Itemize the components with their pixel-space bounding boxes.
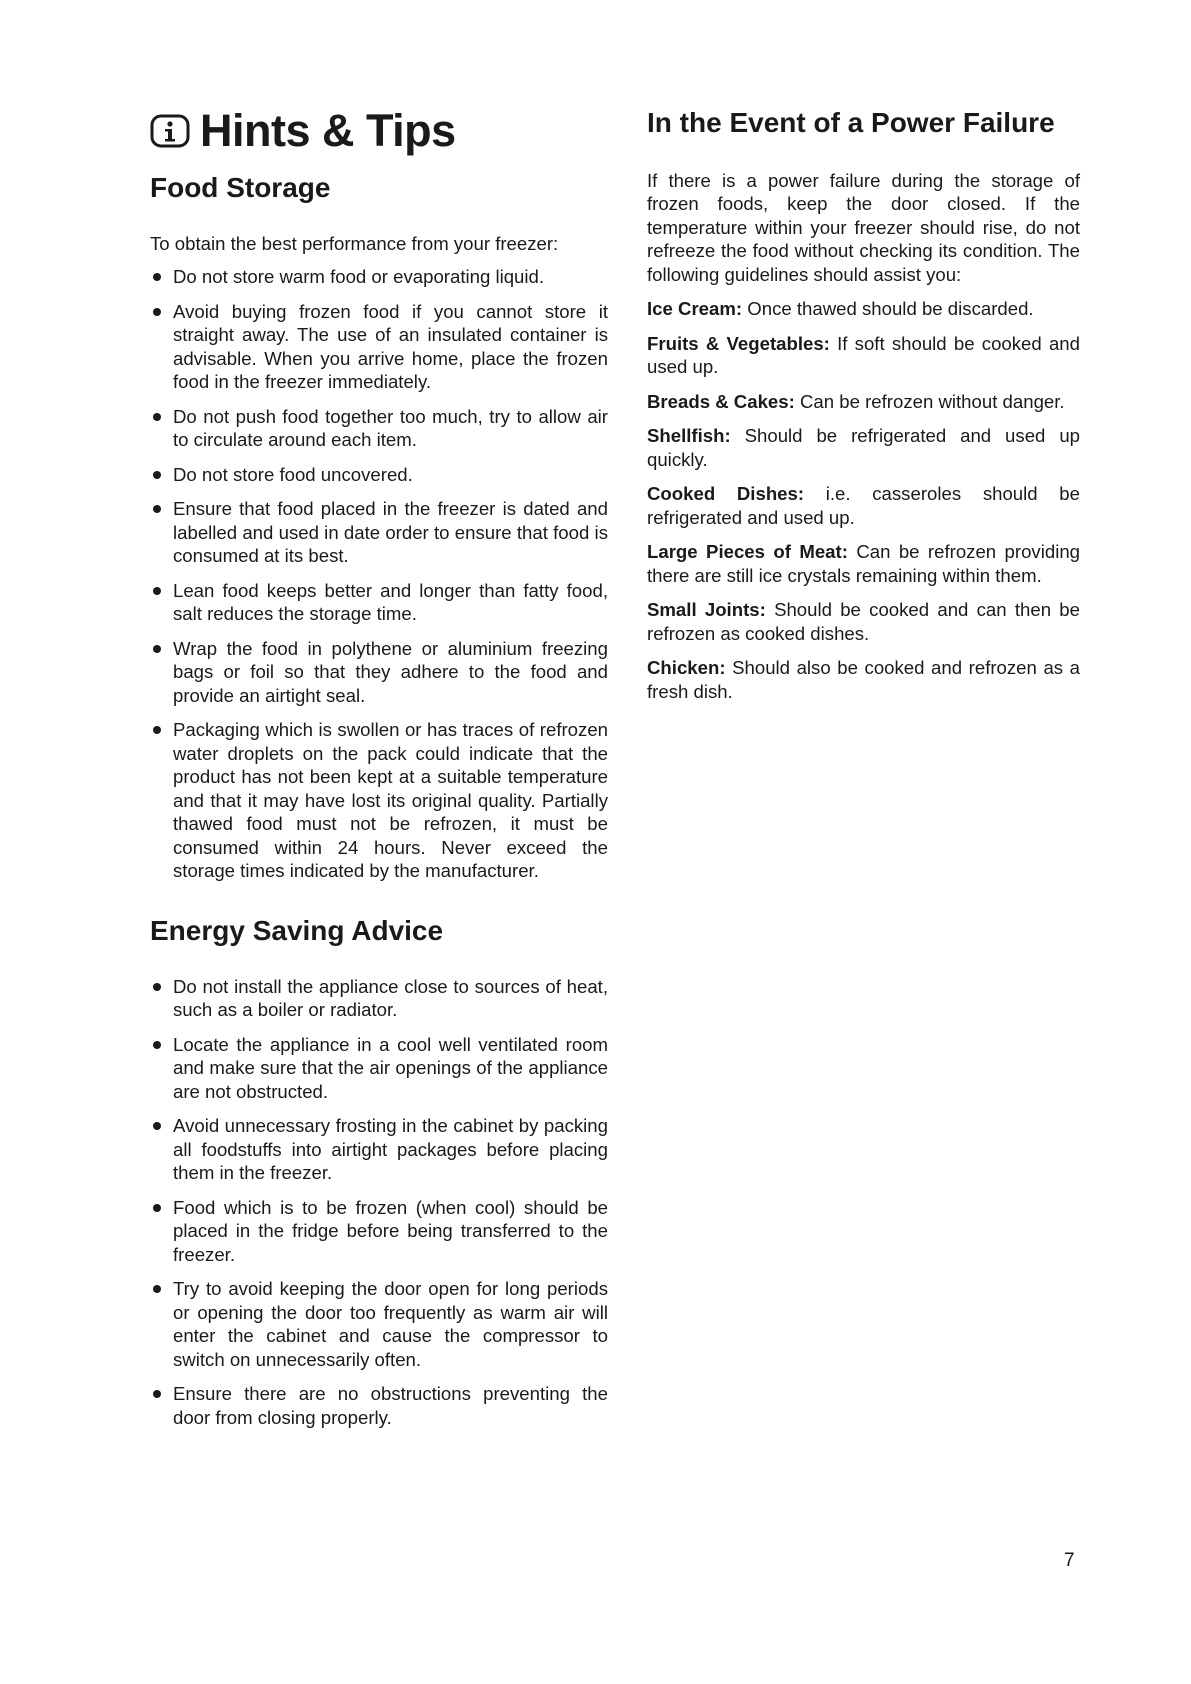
food-storage-list xyxy=(150,265,608,883)
entry-text: Once thawed should be discarded. xyxy=(742,298,1034,320)
entry-label: Large Pieces of Meat: xyxy=(647,541,848,563)
entry-text: Should be refrigerated and used up quickly. xyxy=(647,425,1080,470)
entry-label: Small Joints: xyxy=(647,599,766,621)
list-item: Try to avoid keeping the door open for long periods or opening the door too frequently as warm air will enter the cabinet and cause the compressor to switch on unnecessarily often. xyxy=(150,1277,608,1371)
energy-saving-heading: Energy Saving Advice xyxy=(150,914,444,946)
entry-label: Shellfish: xyxy=(647,425,731,447)
entry-label: Cooked Dishes: xyxy=(647,483,805,505)
entry-text: Can be refrozen without danger. xyxy=(794,390,1065,412)
entry-text: Should be cooked and can then be refrozen as cooked dishes. xyxy=(647,599,1080,644)
list-item: Do not store warm food or evaporating liquid. xyxy=(150,265,608,289)
entry-text: Can be refrozen providing there are still ice crystals remaining within them. xyxy=(647,541,1081,586)
page-title: Hints & Tips xyxy=(200,105,456,156)
left-column xyxy=(150,105,608,1440)
list-item: Do not push food together too much, try to allow air to circulate around each item. xyxy=(150,405,608,452)
power-failure-entry xyxy=(647,332,1080,379)
power-failure-intro: If there is a power failure during the storage of frozen foods, keep the door closed. If the temperature within your freezer should rise, do not refreeze the food without checking its condition. The following guidelines should assist you: xyxy=(647,169,1080,285)
entry-text: i.e. casseroles should be refrigerated and used up. xyxy=(647,483,1080,528)
right-column xyxy=(647,108,1080,714)
entry-label: Fruits & Vegetables: xyxy=(647,332,830,354)
food-storage-intro: To obtain the best performance from your freezer: xyxy=(150,232,559,254)
list-item: Locate the appliance in a cool well ventilated room and make sure that the air openings of the appliance are not obstructed. xyxy=(150,1033,608,1104)
list-item: Packaging which is swollen or has traces of refrozen water droplets on the pack could indicate that the product has not been kept at a suitable temperature and that it may have lost its original quality. Partially thawed food must not be refrozen, it must be consumed within 24 hours. Never exceed the storage times indicated by the manufacturer. xyxy=(150,718,608,883)
list-item: Food which is to be frozen (when cool) should be placed in the fridge before being transferred to the freezer. xyxy=(150,1196,608,1267)
power-failure-heading: In the Event of a Power Failure xyxy=(647,107,1055,138)
list-item: Lean food keeps better and longer than fatty food, salt reduces the storage time. xyxy=(150,579,608,626)
entry-label: Chicken: xyxy=(647,657,726,679)
power-failure-entry xyxy=(647,482,1080,529)
info-icon xyxy=(150,114,190,148)
list-item: Avoid buying frozen food if you cannot store it straight away. The use of an insulated container is advisable. When you arrive home, place the frozen food in the freezer immediately. xyxy=(150,300,608,394)
entry-label: Breads & Cakes: xyxy=(647,390,795,412)
page-title-block xyxy=(150,105,608,156)
page-number: 7 xyxy=(1064,1550,1075,1571)
food-storage-heading: Food Storage xyxy=(150,172,331,203)
entry-text: If soft should be cooked and used up. xyxy=(647,332,1080,378)
list-item: Ensure there are no obstructions preventing the door from closing properly. xyxy=(150,1382,608,1429)
energy-saving-list xyxy=(150,975,608,1430)
list-item: Wrap the food in polythene or aluminium freezing bags or foil so that they adhere to the food and provide an airtight seal. xyxy=(150,637,608,708)
power-failure-entry xyxy=(647,390,1080,414)
power-failure-entry xyxy=(647,656,1080,703)
power-failure-entry xyxy=(647,598,1080,645)
list-item: Avoid unnecessary frosting in the cabinet by packing all foodstuffs into airtight packages before placing them in the freezer. xyxy=(150,1114,608,1185)
power-failure-entry xyxy=(647,540,1080,587)
list-item: Do not store food uncovered. xyxy=(150,463,608,487)
entry-label: Ice Cream: xyxy=(647,298,743,320)
power-failure-entry xyxy=(647,424,1080,471)
power-failure-entry xyxy=(647,297,1080,321)
entry-text: Should also be cooked and refrozen as a fresh dish. xyxy=(647,657,1080,702)
list-item: Do not install the appliance close to sources of heat, such as a boiler or radiator. xyxy=(150,975,608,1022)
list-item: Ensure that food placed in the freezer is dated and labelled and used in date order to ensure that food is consumed at its best. xyxy=(150,497,608,568)
